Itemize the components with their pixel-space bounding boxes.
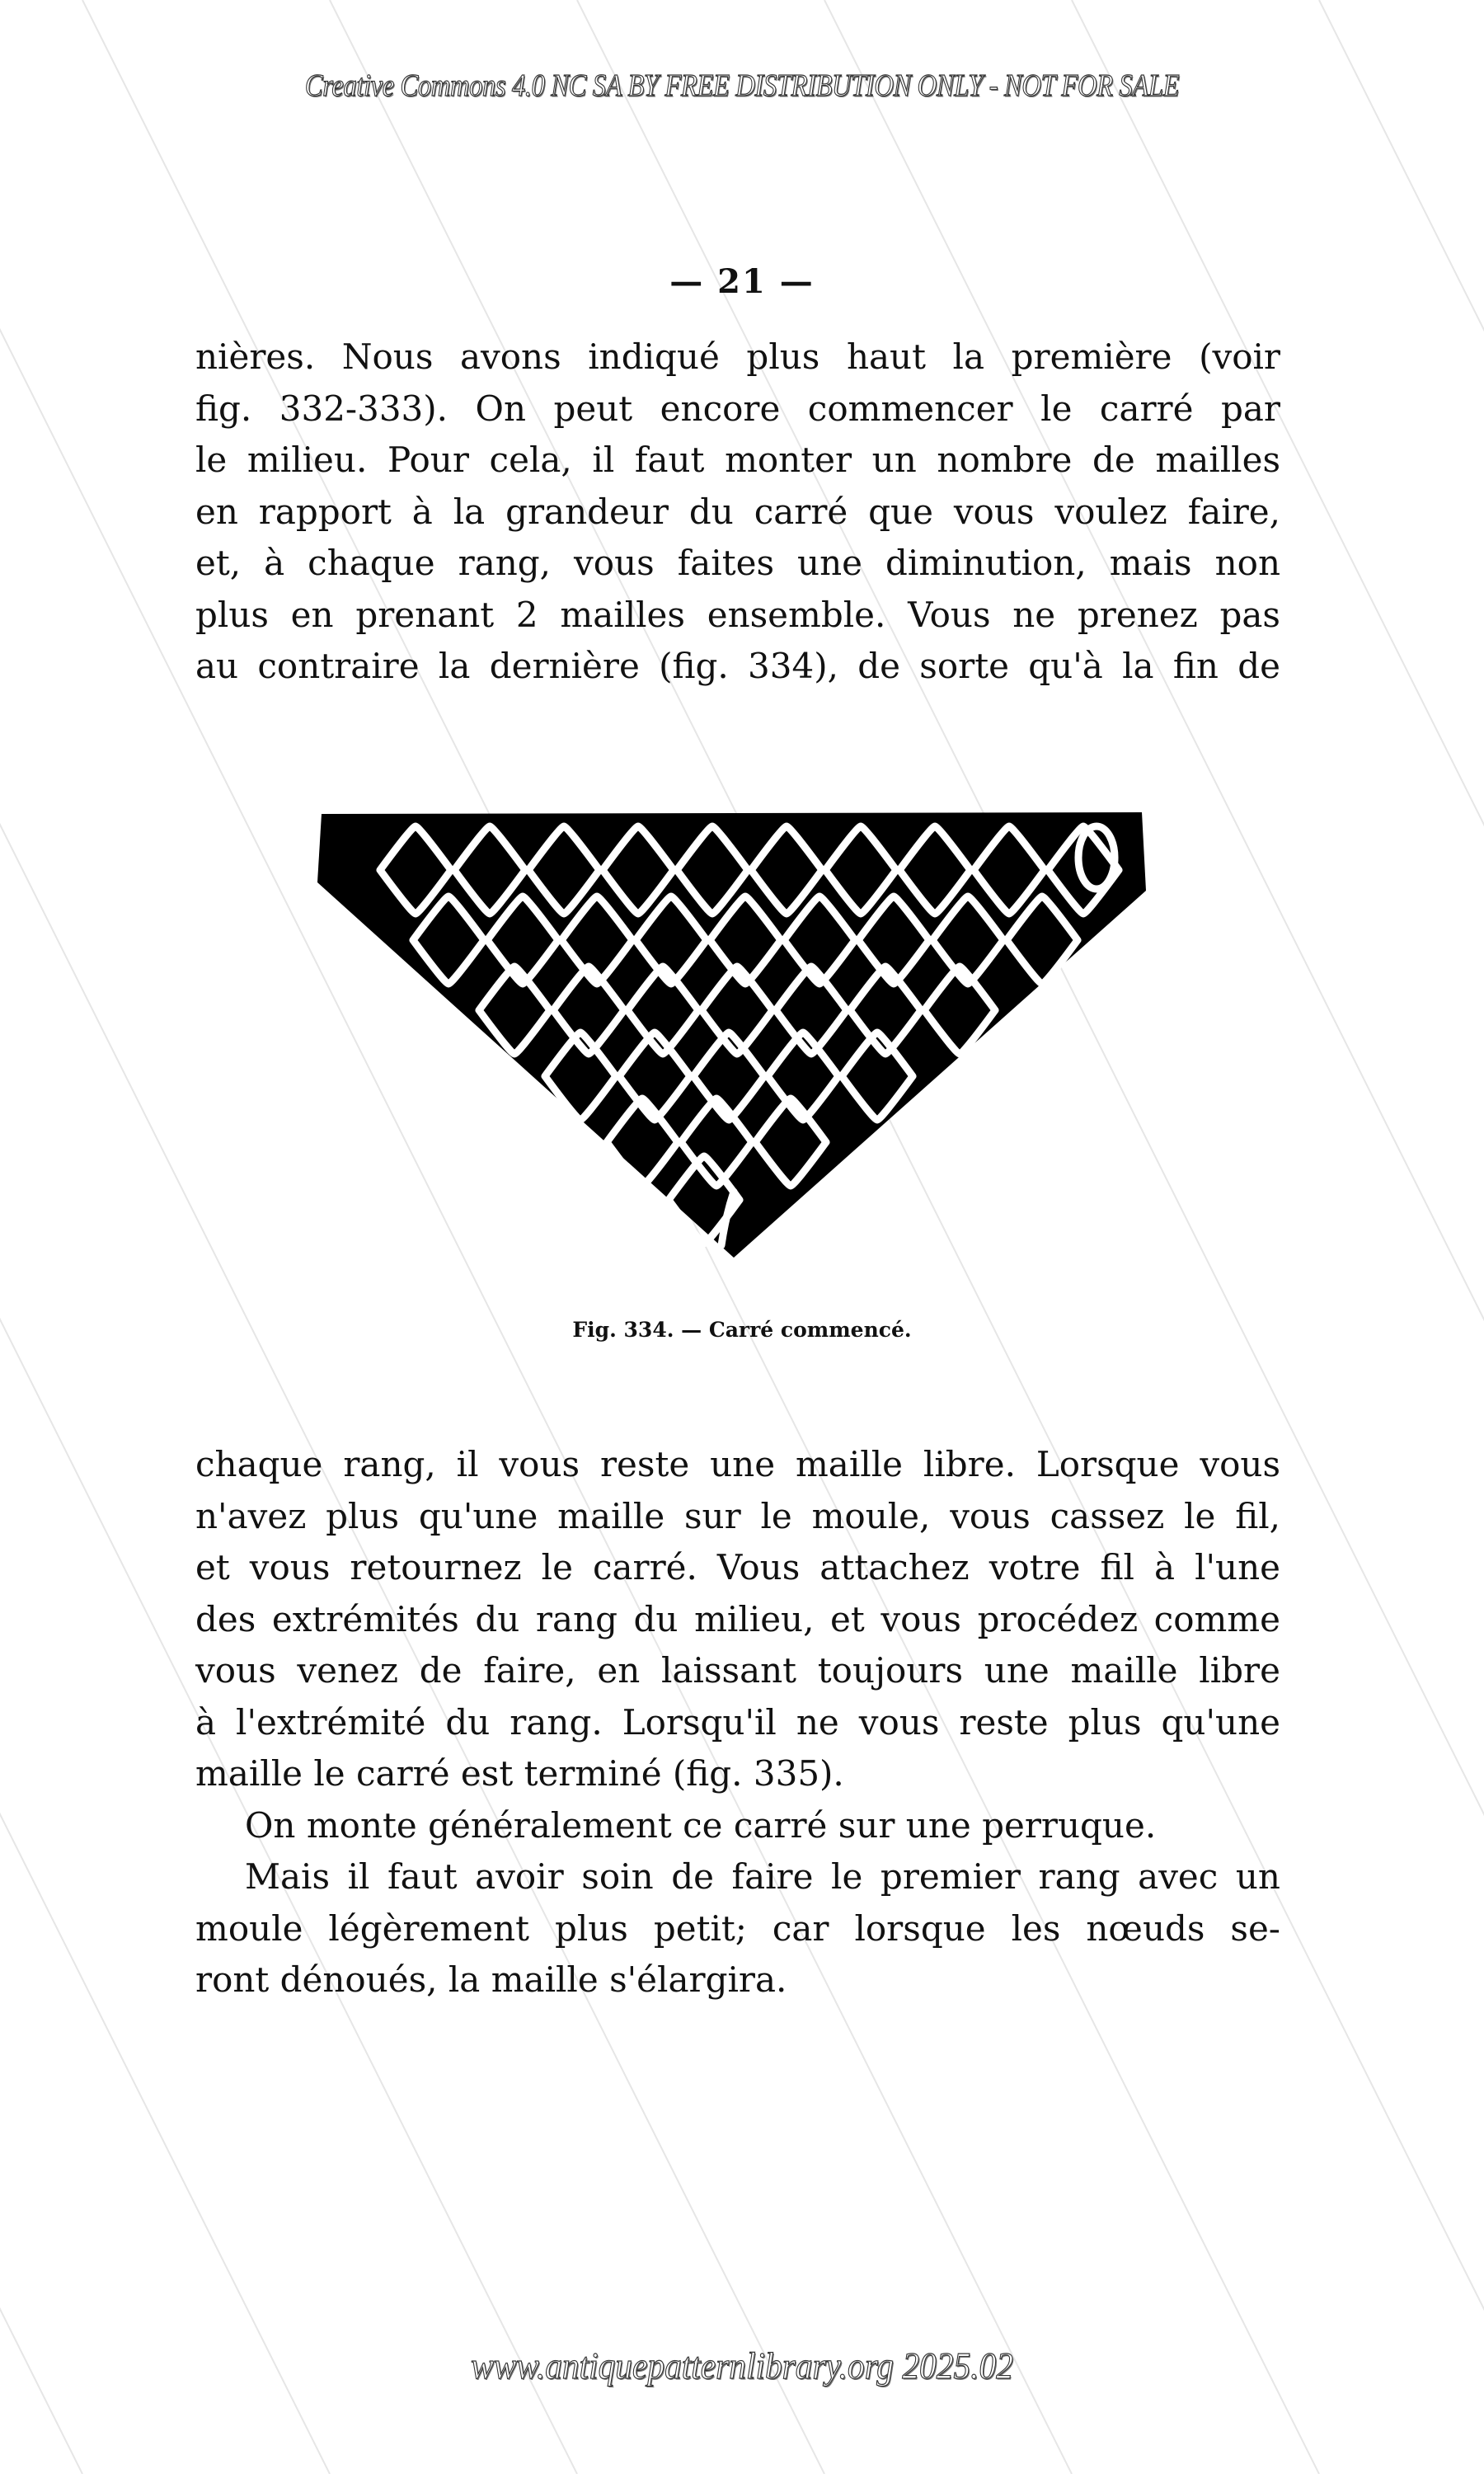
text-line: vous venez de faire, en laissant toujours une maille libre: [195, 1650, 1280, 1691]
text-line: le milieu. Pour cela, il faut monter un nombre de mailles: [195, 440, 1280, 480]
text-line: fig. 332-333). On peut encore commencer le carré par: [195, 388, 1280, 429]
paragraph-1: [195, 332, 1280, 693]
page-number: — 21 —: [669, 262, 815, 301]
figure-caption: Fig. 334. — Carré commencé.: [572, 1318, 912, 1342]
text-line: Mais il faut avoir soin de faire le premier rang avec un: [245, 1856, 1280, 1897]
text-line: maille le carré est terminé (fig. 335).: [195, 1753, 844, 1794]
text-line: à l'extrémité du rang. Lorsqu'il ne vous reste plus qu'une: [195, 1701, 1280, 1743]
text-line: en rapport à la grandeur du carré que vous voulez faire,: [195, 491, 1280, 532]
site-stamp: www.antiquepatternlibrary.org 2025.02: [471, 2345, 1013, 2387]
text-line: au contraire la dernière (fig. 334), de sorte qu'à la fin de: [195, 646, 1280, 686]
text-line: nières. Nous avons indiqué plus haut la première (voir: [195, 336, 1280, 377]
text-line: chaque rang, il vous reste une maille libre. Lorsque vous: [195, 1444, 1280, 1484]
text-line: On monte généralement ce carré sur une perruque.: [245, 1804, 1157, 1846]
text-line: moule légèrement plus petit; car lorsque les nœuds se-: [195, 1907, 1280, 1949]
text-line: ront dénoués, la maille s'élargira.: [195, 1959, 787, 2000]
license-notice: Creative Commons 4.0 NC SA BY FREE DISTRIBUTION ONLY - NOT FOR SALE: [304, 68, 1180, 103]
figure-334-mesh-square: [317, 804, 1146, 1262]
text-line: et vous retournez le carré. Vous attachez votre fil à l'une: [195, 1547, 1280, 1587]
text-line: des extrémités du rang du milieu, et vous procédez comme: [195, 1598, 1280, 1639]
paragraph-2: [195, 1439, 1280, 2006]
text-line: plus en prenant 2 mailles ensemble. Vous ne prenez pas: [195, 594, 1280, 635]
text-line: n'avez plus qu'une maille sur le moule, vous cassez le fil,: [195, 1495, 1280, 1536]
text-line: et, à chaque rang, vous faites une diminution, mais non: [195, 543, 1280, 583]
